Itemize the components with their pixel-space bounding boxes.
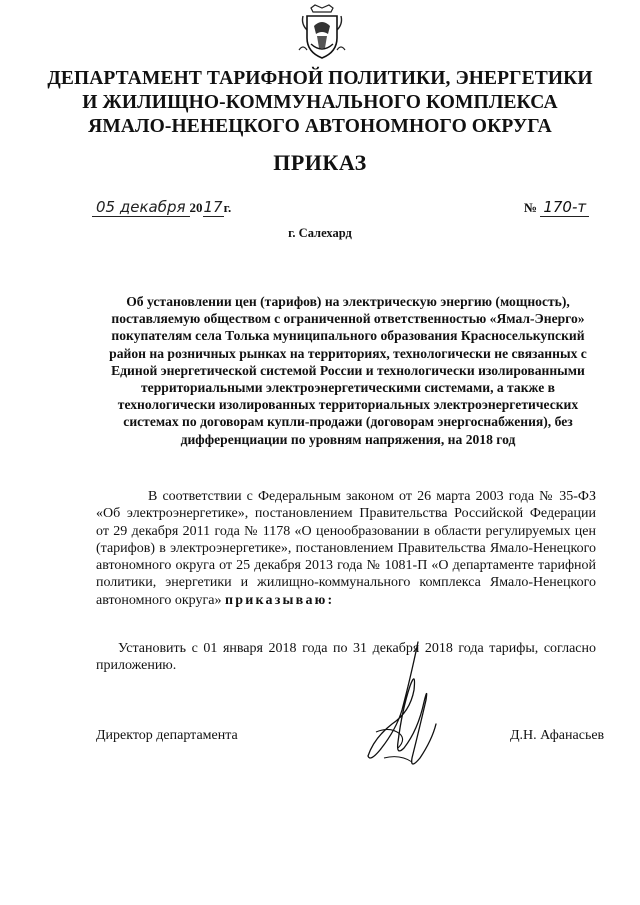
- preamble-text: В соответствии с Федеральным законом от 26 марта 2003 года № 35-ФЗ «Об электроэнергетике», постановлением Правительства Российской Федерации от 29 декабря 2011 года № 1178 «О ценообразовании в области регулируемых цен (тарифов) в электроэнергетике», постановлением Правительства Ямало-Ненецкого автономного округа от 25 декабря 2013 года № 1081-П «О департаменте тарифной политики, энергетики и жилищно-коммунального комплекса Ямало-Ненецкого автономного округа»: [96, 489, 596, 608]
- order-word: приказываю:: [224, 592, 335, 608]
- decision-text: Установить с 01 января 2018 года по 31 декабря 2018 года тарифы, согласно приложению.: [96, 641, 596, 674]
- handwritten-number: 170-т: [540, 198, 589, 217]
- document-type-title: ПРИКАЗ: [273, 150, 367, 175]
- department-name: [40, 67, 600, 139]
- coat-of-arms-icon: [297, 4, 347, 62]
- handwritten-date: 05 декабря: [92, 198, 190, 217]
- year-prefix: 20: [189, 200, 203, 215]
- order-date: [92, 198, 231, 217]
- handwritten-year: 17: [203, 198, 223, 216]
- preamble: [96, 488, 596, 609]
- city-line: г. Салехард: [288, 226, 352, 240]
- order-subject: Об установлении цен (тарифов) на электрическую энергию (мощность), поставляемую обществом с ограниченной ответственностью «Ямал-Энерго» покупателям села Толька муниципального образования Красноселькупский район на розничных рынках на территориях, технологически не связанных с Единой энергетической системой России и технологически изолированными территориальными электроэнергетическими системами, а также в технологически изолированных территориальных электроэнергетических системах по договорам купли-продажи (договорам энергоснабжения), без дифференциации по уровням напряжения, на 2018 год: [109, 294, 587, 447]
- department-line-1: ДЕПАРТАМЕНТ ТАРИФНОЙ ПОЛИТИКИ, ЭНЕРГЕТИКИ: [47, 68, 593, 89]
- handwritten-signature-icon: [340, 630, 490, 780]
- department-line-2: И ЖИЛИЩНО-КОММУНАЛЬНОГО КОМПЛЕКСА: [82, 92, 558, 113]
- order-number: [524, 198, 589, 217]
- year-suffix: г.: [223, 200, 232, 215]
- signer-position: Директор департамента: [96, 728, 238, 743]
- number-sign: №: [524, 200, 538, 215]
- department-line-3: ЯМАЛО-НЕНЕЦКОГО АВТОНОМНОГО ОКРУГА: [88, 116, 552, 137]
- signer-name: Д.Н. Афанасьев: [510, 728, 605, 743]
